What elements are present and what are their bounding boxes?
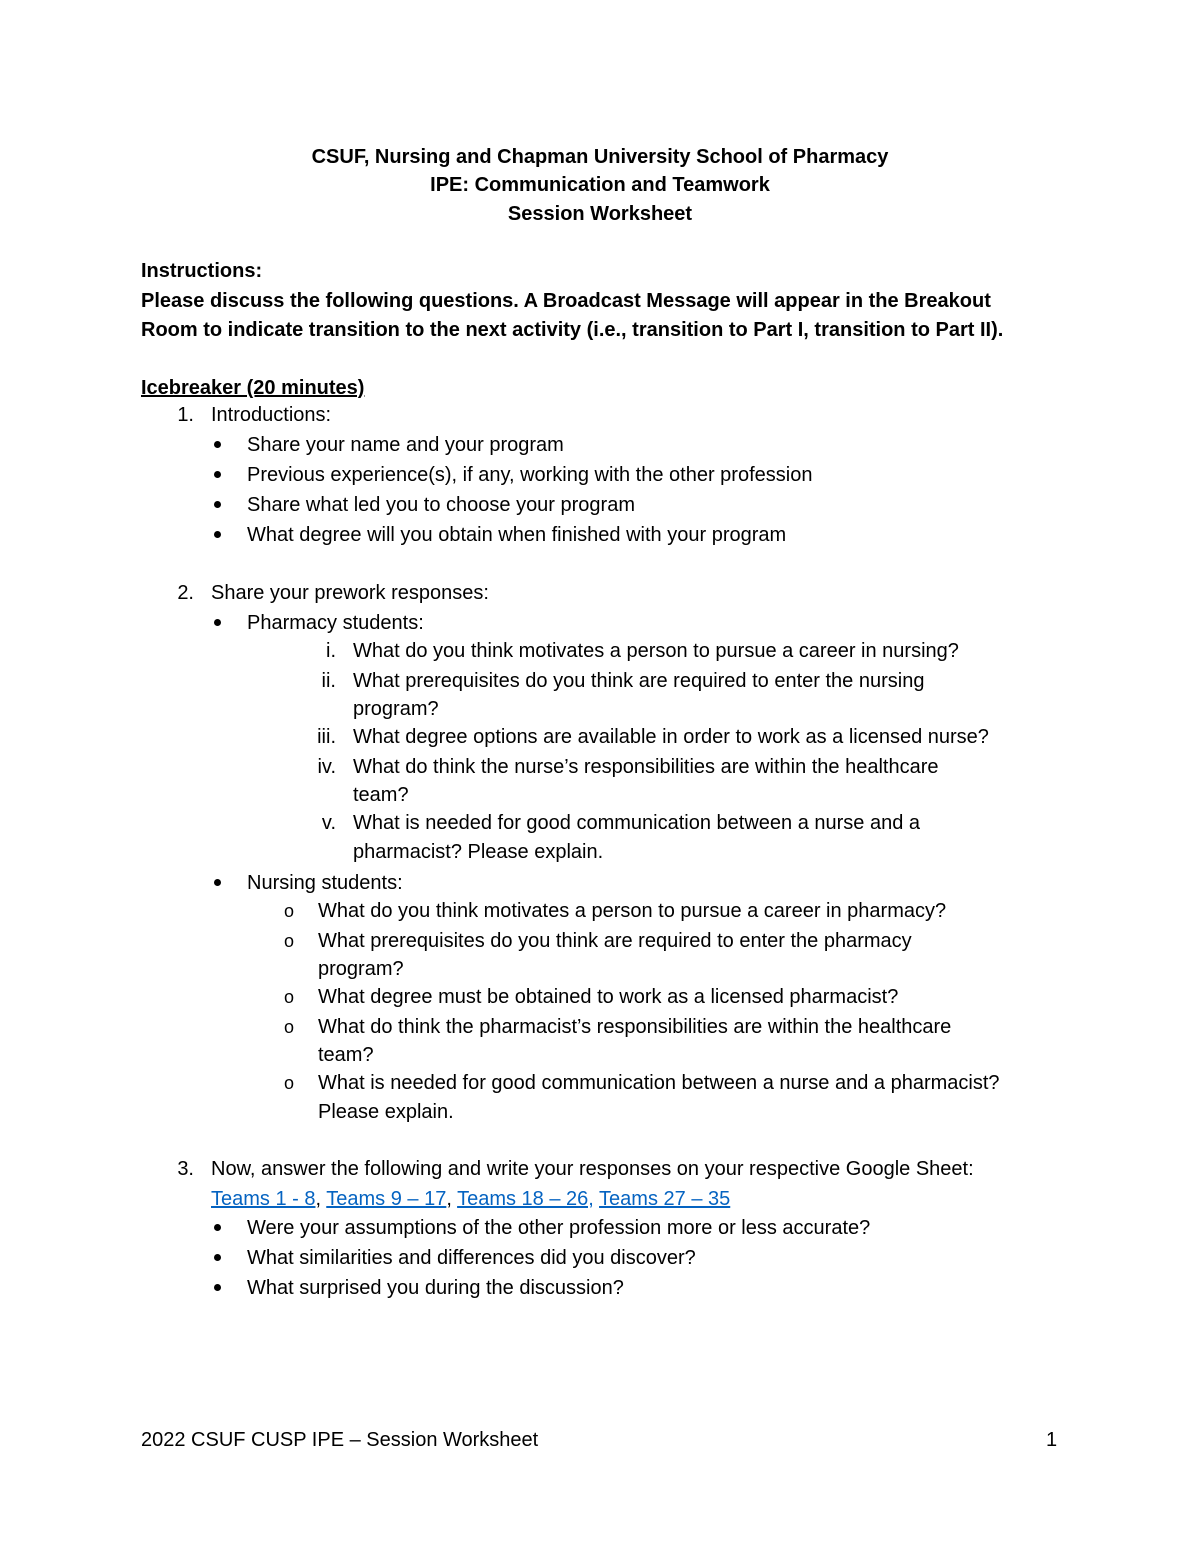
- list-item: What do think the nurse’s responsibilities are within the healthcare: [353, 756, 939, 778]
- page-number: 1: [1046, 1429, 1058, 1451]
- circle-bullet-icon: o: [284, 931, 295, 951]
- list-number: 3.: [177, 1158, 194, 1180]
- list-item: What similarities and differences did you discover?: [247, 1247, 696, 1269]
- doc-title-line2: IPE: Communication and Teamwork: [430, 174, 770, 196]
- list-item: What is needed for good communication between a nurse and a: [353, 812, 921, 834]
- circle-bullet-icon: o: [284, 1017, 295, 1037]
- roman-numeral: v.: [321, 812, 336, 834]
- list-item: Share what led you to choose your program: [247, 494, 635, 516]
- bullet-icon: [214, 619, 221, 626]
- link-teams-9-17[interactable]: Teams 9 – 17: [326, 1188, 447, 1210]
- list-item: What do you think motivates a person to pursue a career in pharmacy?: [318, 900, 947, 922]
- list-item: What surprised you during the discussion?: [247, 1277, 624, 1299]
- list-item: Were your assumptions of the other profession more or less accurate?: [247, 1217, 871, 1239]
- list-item-continued: team?: [318, 1044, 374, 1066]
- list-item: What degree will you obtain when finished with your program: [247, 524, 787, 546]
- icebreaker-heading: Icebreaker (20 minutes): [141, 377, 365, 399]
- list-item: What degree options are available in order to work as a licensed nurse?: [353, 726, 989, 748]
- bullet-icon: [214, 1254, 221, 1261]
- link-teams-27-35[interactable]: Teams 27 – 35: [599, 1188, 731, 1210]
- list-item: What is needed for good communication between a nurse and a pharmacist?: [318, 1072, 1000, 1094]
- team-links: [211, 1187, 730, 1211]
- list-item: What degree must be obtained to work as a licensed pharmacist?: [318, 986, 899, 1008]
- circle-bullet-icon: o: [284, 987, 295, 1007]
- circle-bullet-icon: o: [284, 1073, 295, 1093]
- item3-label: Now, answer the following and write your responses on your respective Google Sheet:: [211, 1158, 974, 1180]
- bullet-icon: [214, 1224, 221, 1231]
- list-item: Share your name and your program: [247, 434, 564, 456]
- list-item-continued: program?: [318, 958, 404, 980]
- pharmacy-students-label: Pharmacy students:: [247, 612, 424, 634]
- page-footer: 2022 CSUF CUSP IPE – Session Worksheet: [141, 1429, 539, 1451]
- link-teams-1-8[interactable]: Teams 1 - 8: [211, 1188, 316, 1210]
- list-item: What do think the pharmacist’s responsibilities are within the healthcare: [318, 1016, 952, 1038]
- list-item: What prerequisites do you think are required to enter the nursing: [353, 670, 925, 692]
- roman-numeral: iv.: [317, 756, 336, 778]
- bullet-icon: [214, 879, 221, 886]
- instructions-text-line1: Please discuss the following questions. A Broadcast Message will appear in the Breakout: [141, 290, 991, 312]
- list-number: 2.: [177, 582, 194, 604]
- bullet-icon: [214, 471, 221, 478]
- instructions-text-line2: Room to indicate transition to the next activity (i.e., transition to Part I, transition to Part II).: [141, 319, 1004, 341]
- instructions-label: Instructions:: [141, 260, 263, 282]
- bullet-icon: [214, 501, 221, 508]
- doc-title-line1: CSUF, Nursing and Chapman University School of Pharmacy: [311, 146, 889, 168]
- item1-label: Introductions:: [211, 404, 332, 426]
- circle-bullet-icon: o: [284, 901, 295, 921]
- roman-numeral: iii.: [317, 726, 336, 748]
- item2-label: Share your prework responses:: [211, 582, 489, 604]
- link-teams-18-26[interactable]: Teams 18 – 26,: [457, 1188, 594, 1210]
- link-separator: ,: [315, 1188, 327, 1210]
- list-item-continued: pharmacist? Please explain.: [353, 841, 604, 863]
- list-item-continued: program?: [353, 698, 439, 720]
- nursing-students-label: Nursing students:: [247, 872, 403, 894]
- bullet-icon: [214, 1284, 221, 1291]
- link-separator: ,: [446, 1188, 458, 1210]
- roman-numeral: ii.: [321, 670, 336, 692]
- list-item: What prerequisites do you think are required to enter the pharmacy: [318, 930, 912, 952]
- list-item: Previous experience(s), if any, working with the other profession: [247, 464, 813, 486]
- list-item-continued: team?: [353, 784, 409, 806]
- list-number: 1.: [177, 404, 194, 426]
- roman-numeral: i.: [326, 640, 336, 662]
- doc-title-line3: Session Worksheet: [507, 203, 693, 225]
- list-item: What do you think motivates a person to pursue a career in nursing?: [353, 640, 959, 662]
- bullet-icon: [214, 441, 221, 448]
- bullet-icon: [214, 531, 221, 538]
- list-item-continued: Please explain.: [318, 1101, 454, 1123]
